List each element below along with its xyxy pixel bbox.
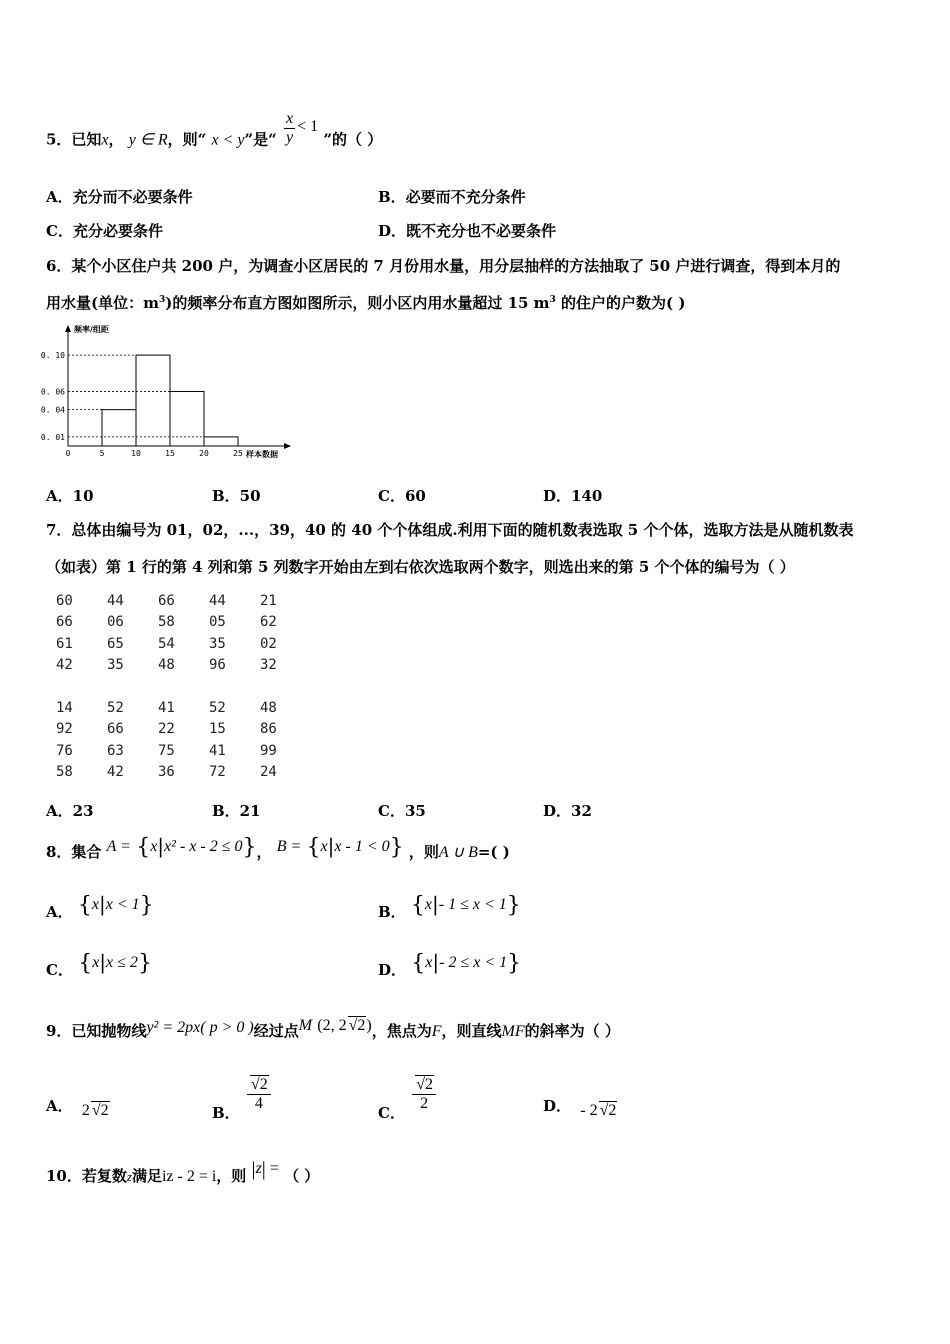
x-axis-label: 样本数据 <box>246 450 278 459</box>
q9-option-a-label: A． <box>46 1097 73 1115</box>
q8-option-c-var: x <box>92 954 100 971</box>
q5-option-d[interactable]: D．既不充分也不必要条件 <box>378 222 557 240</box>
random-table-1-cell: 35 <box>209 635 226 652</box>
q9-option-a-radicand: 2 <box>100 1102 109 1119</box>
q8-option-a-var: x <box>91 896 99 913</box>
x-tick-label: 15 <box>165 449 175 458</box>
q8-option-a-close-brace: } <box>139 893 154 918</box>
q9-number: 9．已知抛物线 <box>46 1022 147 1040</box>
random-table-1-cell: 96 <box>209 657 226 674</box>
q9-option-d-radicand: 2 <box>608 1102 617 1119</box>
q5-is: ”是“ <box>244 130 277 149</box>
random-table-2-cell: 58 <box>56 764 73 781</box>
q8-option-a-open-brace: { <box>77 893 92 918</box>
q9-option-c-denominator: 2 <box>420 1095 429 1112</box>
random-table-1-cell: 02 <box>260 635 277 652</box>
q10-abs-right: | <box>261 1158 266 1180</box>
q8-option-d-open-brace: { <box>411 951 426 976</box>
q6-unit-sup: 3 <box>158 295 166 305</box>
q8-option-a-label: A． <box>46 903 73 921</box>
q9-point-radical: √2 <box>348 1017 366 1034</box>
random-table-2-cell: 52 <box>209 699 226 716</box>
q9-option-c-label: C． <box>378 1104 405 1122</box>
q9-through: 经过点 <box>253 1022 299 1040</box>
random-table-1-cell: 42 <box>56 657 73 674</box>
q6-option-c[interactable]: C．60 <box>378 487 426 505</box>
random-table-2-row <box>56 719 311 741</box>
q8-number: 8．集合 <box>46 843 102 861</box>
q8-option-b-close-brace: } <box>506 893 521 918</box>
q8-option-c-condition: x ≤ 2 <box>106 954 138 971</box>
q10-equation: iz - 2 = i <box>161 1168 217 1185</box>
q10-number: 10．若复数 <box>46 1167 127 1185</box>
q8-option-a-condition: x < 1 <box>105 896 140 913</box>
q8-union-expr: A ∪ B <box>438 844 478 861</box>
random-table-2-cell: 75 <box>158 742 175 759</box>
q9-option-a-coef: 2 <box>81 1102 90 1119</box>
random-table-1-row <box>56 633 311 655</box>
q9-tail: 的斜率为（ ） <box>524 1022 620 1040</box>
q9-parabola-condition: ( p > 0 ) <box>200 1019 254 1036</box>
histogram-bar <box>204 437 238 446</box>
q8-option-d[interactable] <box>378 950 522 984</box>
histogram-bar <box>102 410 136 446</box>
random-table-2-cell: 63 <box>107 742 124 759</box>
q6-line2-part3: 的住户的户数为( ) <box>555 294 686 312</box>
q9-stem <box>46 1017 620 1041</box>
random-table-2-cell: 92 <box>56 721 73 738</box>
q10-abs-var: z <box>255 1160 262 1177</box>
x-axis-arrow <box>284 443 291 449</box>
q9-option-a-value <box>82 1102 110 1119</box>
q9-point-coords: (2, 2 √2) <box>317 1017 372 1034</box>
y-tick-label: 0. 10 <box>40 351 65 361</box>
q9-option-d-value <box>580 1102 617 1119</box>
q5-frac-denominator: y <box>285 129 294 146</box>
q5-stem <box>46 110 383 159</box>
random-table-2-cell: 72 <box>209 764 226 781</box>
q8-set-b-open-brace: { <box>306 835 321 860</box>
q8-set-a-var: x <box>150 838 158 855</box>
q8-option-c-open-brace: { <box>78 951 93 976</box>
q9-option-c-numerator <box>412 1075 436 1095</box>
q5-inequality: x < y <box>211 131 245 149</box>
q5-option-b[interactable]: B．必要而不充分条件 <box>378 188 526 206</box>
q10-abs-left: | <box>251 1158 256 1180</box>
x-tick-label: 10 <box>131 449 141 458</box>
random-table-2-cell: 42 <box>107 764 124 781</box>
q5-then: ，则“ <box>167 130 207 149</box>
random-table-2-cell: 15 <box>209 721 226 738</box>
q8-option-b-bar: | <box>432 892 439 916</box>
random-table-2-cell: 48 <box>260 699 277 716</box>
random-table-1-cell: 54 <box>158 635 175 652</box>
q6-line2-part1: 用水量(单位：m <box>46 294 159 312</box>
random-table-2-cell: 86 <box>260 721 277 738</box>
q9-option-c[interactable] <box>378 1075 438 1122</box>
random-table-1-cell: 65 <box>107 635 124 652</box>
q9-point-radicand: 2 <box>357 1017 366 1034</box>
q9-option-b-label: B． <box>212 1104 240 1122</box>
q8-option-d-bar: | <box>432 950 440 974</box>
q7-stem-line1: 7．总体由编号为 01，02，...，39，40 的 40 个个体组成.利用下面的随机数表选取 5 个个体，选取方法是从随机数表 <box>46 521 854 539</box>
q9-option-c-radical: √2 <box>416 1076 433 1093</box>
random-table-1-cell: 32 <box>260 657 277 674</box>
q9-option-b-radical: √2 <box>250 1076 268 1093</box>
q9-line-text: ，则直线 <box>441 1022 502 1040</box>
q6-option-d[interactable]: D．140 <box>543 487 603 505</box>
x-tick-label: 5 <box>99 449 105 458</box>
q6-option-a[interactable]: A．10 <box>46 487 94 505</box>
q9-option-a-radical: √2 <box>91 1102 109 1119</box>
q10-condition-text: 满足 <box>131 1167 162 1185</box>
random-table-2-row <box>56 697 311 719</box>
q9-focus-label: F <box>431 1023 442 1040</box>
random-table-1-cell: 06 <box>107 614 124 631</box>
q5-number: 5．已知 <box>46 130 102 149</box>
q9-option-d[interactable] <box>543 1095 617 1119</box>
random-table-1-cell: 35 <box>107 657 124 674</box>
q8-option-b[interactable] <box>378 892 521 926</box>
q8-option-c-bar: | <box>99 950 107 974</box>
q8-option-d-var: x <box>425 954 433 971</box>
q5-frac-numerator: x <box>285 110 294 127</box>
q8-set-b-bar: | <box>327 834 335 858</box>
random-table-2-cell: 22 <box>158 721 175 738</box>
q5-comma: ， <box>108 130 124 149</box>
q9-point-label: M <box>298 1017 313 1034</box>
x-tick-label: 20 <box>199 449 209 458</box>
histogram-group <box>41 324 291 459</box>
q6-stem-line2 <box>46 292 685 313</box>
frequency-histogram <box>40 322 300 472</box>
random-table-1-cell: 48 <box>158 657 175 674</box>
q8-option-b-var: x <box>424 896 433 913</box>
q9-option-d-coef: - 2 <box>580 1102 598 1119</box>
random-table-2-cell: 66 <box>107 721 124 738</box>
x-tick-label: 25 <box>233 449 243 458</box>
y-tick-label: 0. 01 <box>40 432 65 442</box>
q9-option-b-radicand: 2 <box>259 1076 268 1093</box>
q8-option-b-label: B． <box>378 903 406 921</box>
q10-stem <box>46 1158 320 1189</box>
q8-option-a[interactable] <box>46 892 154 926</box>
q9-point-coord-text: 2, 2 <box>322 1017 347 1034</box>
q7-option-b[interactable]: B．21 <box>212 802 261 820</box>
random-table-1-cell: 60 <box>56 592 73 609</box>
q8-tail-paren: =( ) <box>477 843 510 861</box>
q9-option-b-numerator <box>247 1075 271 1095</box>
random-table-2-cell: 99 <box>260 742 277 759</box>
random-table-1-cell: 05 <box>209 614 226 631</box>
q8-separator: ， <box>256 843 272 861</box>
q10-equals: = <box>269 1160 279 1177</box>
q8-option-b-open-brace: { <box>410 893 425 918</box>
q5-fraction <box>284 110 295 147</box>
random-table-2-cell: 76 <box>56 742 73 759</box>
q10-then: ，则 <box>216 1167 247 1185</box>
random-table-1-row <box>56 655 311 677</box>
q8-set-b-condition: x - 1 < 0 <box>334 838 390 855</box>
random-table-1-row <box>56 612 311 634</box>
random-table-1-row <box>56 590 311 612</box>
random-table-2-cell: 36 <box>158 764 175 781</box>
random-table-2-cell: 24 <box>260 764 277 781</box>
histogram-bar <box>136 355 170 446</box>
q6-option-b[interactable]: B．50 <box>212 487 261 505</box>
q8-set-a-close-brace: } <box>242 835 257 860</box>
q9-option-d-label: D． <box>543 1097 572 1115</box>
q9-focus-text: ，焦点为 <box>371 1022 432 1040</box>
q8-set-a-bar: | <box>157 834 165 858</box>
q7-stem-line2: （如表）第 1 行的第 4 列和第 5 列数字开始由左到右依次选取两个数字，则选出来的第 5 个个体的编号为（ ） <box>46 558 795 576</box>
q8-set-a-condition: x² - x - 2 ≤ 0 <box>164 838 243 855</box>
q8-set-b-label: B = <box>276 838 302 855</box>
q7-option-a[interactable]: A．23 <box>46 802 94 820</box>
random-table-1-cell: 61 <box>56 635 73 652</box>
random-table-1-cell: 66 <box>56 614 73 631</box>
q5-option-a[interactable]: A．充分而不必要条件 <box>46 188 193 206</box>
q9-line-label: MF <box>501 1023 525 1040</box>
q8-option-c[interactable] <box>46 950 152 984</box>
q6-line2-part2: )的频率分布直方图如图所示，则小区内用水量超过 15 m <box>165 294 550 312</box>
random-table-1-cell: 62 <box>260 614 277 631</box>
random-table-1-cell: 66 <box>158 592 175 609</box>
y-axis-label: 频率/组距 <box>74 325 109 334</box>
random-table-block-2 <box>56 697 311 783</box>
q9-parabola-equation: y² = 2px <box>146 1019 201 1036</box>
q7-option-d[interactable]: D．32 <box>543 802 592 820</box>
y-axis-arrow <box>65 325 71 332</box>
y-tick-label: 0. 04 <box>40 405 65 415</box>
q8-option-d-close-brace: } <box>507 951 522 976</box>
random-table-2-row <box>56 740 311 762</box>
q8-set-a-label: A = <box>106 838 131 855</box>
q8-option-a-bar: | <box>98 892 106 916</box>
q8-option-c-label: C． <box>46 961 73 979</box>
q8-option-b-condition: - 1 ≤ x < 1 <box>438 896 507 913</box>
q5-option-c[interactable]: C．充分必要条件 <box>46 222 163 240</box>
q9-option-b[interactable] <box>212 1075 273 1122</box>
q10-var-z: z <box>126 1169 132 1184</box>
q7-option-c[interactable]: C．35 <box>378 802 426 820</box>
q9-option-b-fraction <box>247 1075 271 1113</box>
random-table-2-row <box>56 762 311 784</box>
q8-set-b-close-brace: } <box>389 835 404 860</box>
random-table-2-cell: 41 <box>209 742 226 759</box>
random-table-1-cell: 58 <box>158 614 175 631</box>
y-tick-label: 0. 06 <box>40 387 65 397</box>
random-table-1-cell: 44 <box>209 592 226 609</box>
q5-tail: ”的（ ） <box>323 130 383 149</box>
random-table-2-cell: 41 <box>158 699 175 716</box>
random-table-1-cell: 21 <box>260 592 277 609</box>
q6-unit-sup2: 3 <box>549 295 556 305</box>
q9-option-d-radical: √2 <box>599 1102 617 1119</box>
q8-tail-then: ，则 <box>408 843 439 861</box>
q8-option-c-close-brace: } <box>137 951 152 976</box>
q10-tail: （ ） <box>284 1167 320 1185</box>
q10-modulus <box>251 1158 279 1180</box>
random-table-1-cell: 44 <box>107 592 124 609</box>
x-tick-label: 0 <box>65 449 71 458</box>
q9-option-b-denominator: 4 <box>254 1095 263 1112</box>
histogram-bar <box>170 391 204 446</box>
q8-option-d-condition: - 2 ≤ x < 1 <box>439 954 508 971</box>
q5-condition: y ∈ R <box>128 131 168 149</box>
random-table-2-cell: 52 <box>107 699 124 716</box>
random-table-2-cell: 14 <box>56 699 73 716</box>
q8-option-d-label: D． <box>378 961 407 979</box>
q8-set-a-open-brace: { <box>136 835 151 860</box>
q8-set-b-var: x <box>320 838 328 855</box>
q9-option-c-fraction <box>412 1075 436 1113</box>
q6-stem-line1: 6．某个小区住户共 200 户，为调查小区居民的 7 月份用水量，用分层抽样的方法抽取了 50 户进行调查，得到本月的 <box>46 257 841 275</box>
q5-var-x: x <box>101 131 109 149</box>
q8-stem <box>46 834 510 866</box>
q9-option-a[interactable] <box>46 1095 110 1119</box>
q5-lt-one: < 1 <box>297 117 319 135</box>
q9-option-c-radicand: 2 <box>424 1076 433 1093</box>
random-table-block-1 <box>56 590 311 676</box>
